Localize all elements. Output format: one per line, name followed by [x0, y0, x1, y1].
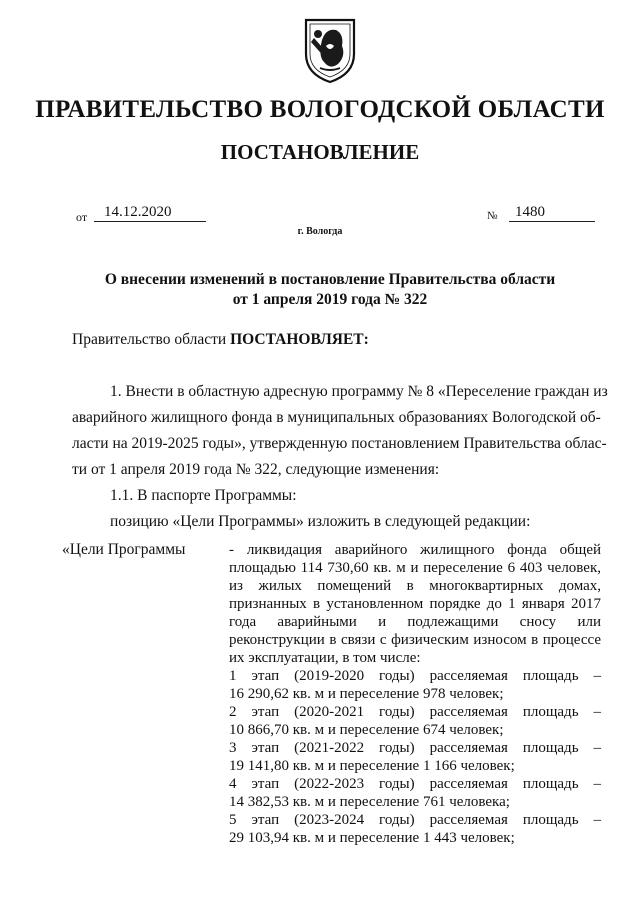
goals-line: 19 141,80 кв. м и переселение 1 166 человек;	[229, 758, 515, 774]
decree-statement	[72, 327, 369, 353]
goals-line: 3 этап (2021-2022 годы) расселяемая площадь –	[229, 740, 601, 756]
goals-line: 2 этап (2020-2021 годы) расселяемая площадь –	[229, 704, 601, 720]
goals-line: 5 этап (2023-2024 годы) расселяемая площадь –	[229, 812, 601, 828]
goals-line: из жилых помещений в многоквартирных домах,	[229, 578, 601, 594]
document-date: 14.12.2020	[94, 204, 206, 222]
goals-line: года аварийными и подлежащими сносу или	[229, 614, 601, 630]
paragraph-line: ти от 1 апреля 2019 года № 322, следующие изменения:	[72, 461, 440, 478]
goals-line: их эксплуатации, в том числе:	[229, 650, 421, 666]
paragraph-line: ласти на 2019-2025 годы», утвержденную постановлением Правительства облас-	[72, 435, 607, 452]
goals-line: 10 866,70 кв. м и переселение 674 человек;	[229, 722, 504, 738]
subject-line: О внесении изменений в постановление Правительства области	[104, 271, 556, 288]
goals-text	[229, 541, 601, 847]
document-subject	[60, 270, 600, 310]
decree-word: ПОСТАНОВЛЯЕТ:	[230, 331, 369, 348]
goals-line: 29 103,94 кв. м и переселение 1 443 человек;	[229, 830, 515, 846]
government-title: ПРАВИТЕЛЬСТВО ВОЛОГОДСКОЙ ОБЛАСТИ	[35, 96, 605, 123]
decree-prefix: Правительство области	[72, 331, 231, 348]
item-1-1: 1.1. В паспорте Программы:	[110, 487, 297, 504]
goals-line: реконструкции в связи с физическим износом в процессе	[229, 632, 601, 648]
goals-line: - ликвидация аварийного жилищного фонда общей	[229, 542, 601, 558]
number-prefix: №	[487, 210, 498, 222]
goals-line: 4 этап (2022-2023 годы) расселяемая площадь –	[229, 776, 601, 792]
goals-line: 1 этап (2019-2020 годы) расселяемая площадь –	[229, 668, 601, 684]
coat-of-arms-emblem	[300, 16, 360, 86]
document-number: 1480	[509, 204, 595, 222]
paragraph-line: 1. Внести в областную адресную программу № 8 «Переселение граждан из	[110, 383, 608, 400]
document-type: ПОСТАНОВЛЕНИЕ	[220, 140, 420, 164]
paragraph-line: аварийного жилищного фонда в муниципальных образованиях Вологодской об-	[72, 409, 601, 426]
goals-line: 16 290,62 кв. м и переселение 978 человек;	[229, 686, 504, 702]
date-prefix: от	[76, 210, 88, 224]
goals-label: «Цели Программы	[62, 541, 186, 558]
subject-line: от 1 апреля 2019 года № 322	[232, 291, 428, 308]
goals-line: площадью 114 730,60 кв. м и переселение 6 403 человек,	[229, 560, 601, 576]
goals-line: признанных в установленном порядке до 1 января 2017	[229, 596, 601, 612]
position-line: позицию «Цели Программы» изложить в следующей редакции:	[110, 513, 531, 530]
city: г. Вологда	[297, 226, 343, 237]
goals-line: 14 382,53 кв. м и переселение 761 человека;	[229, 794, 510, 810]
